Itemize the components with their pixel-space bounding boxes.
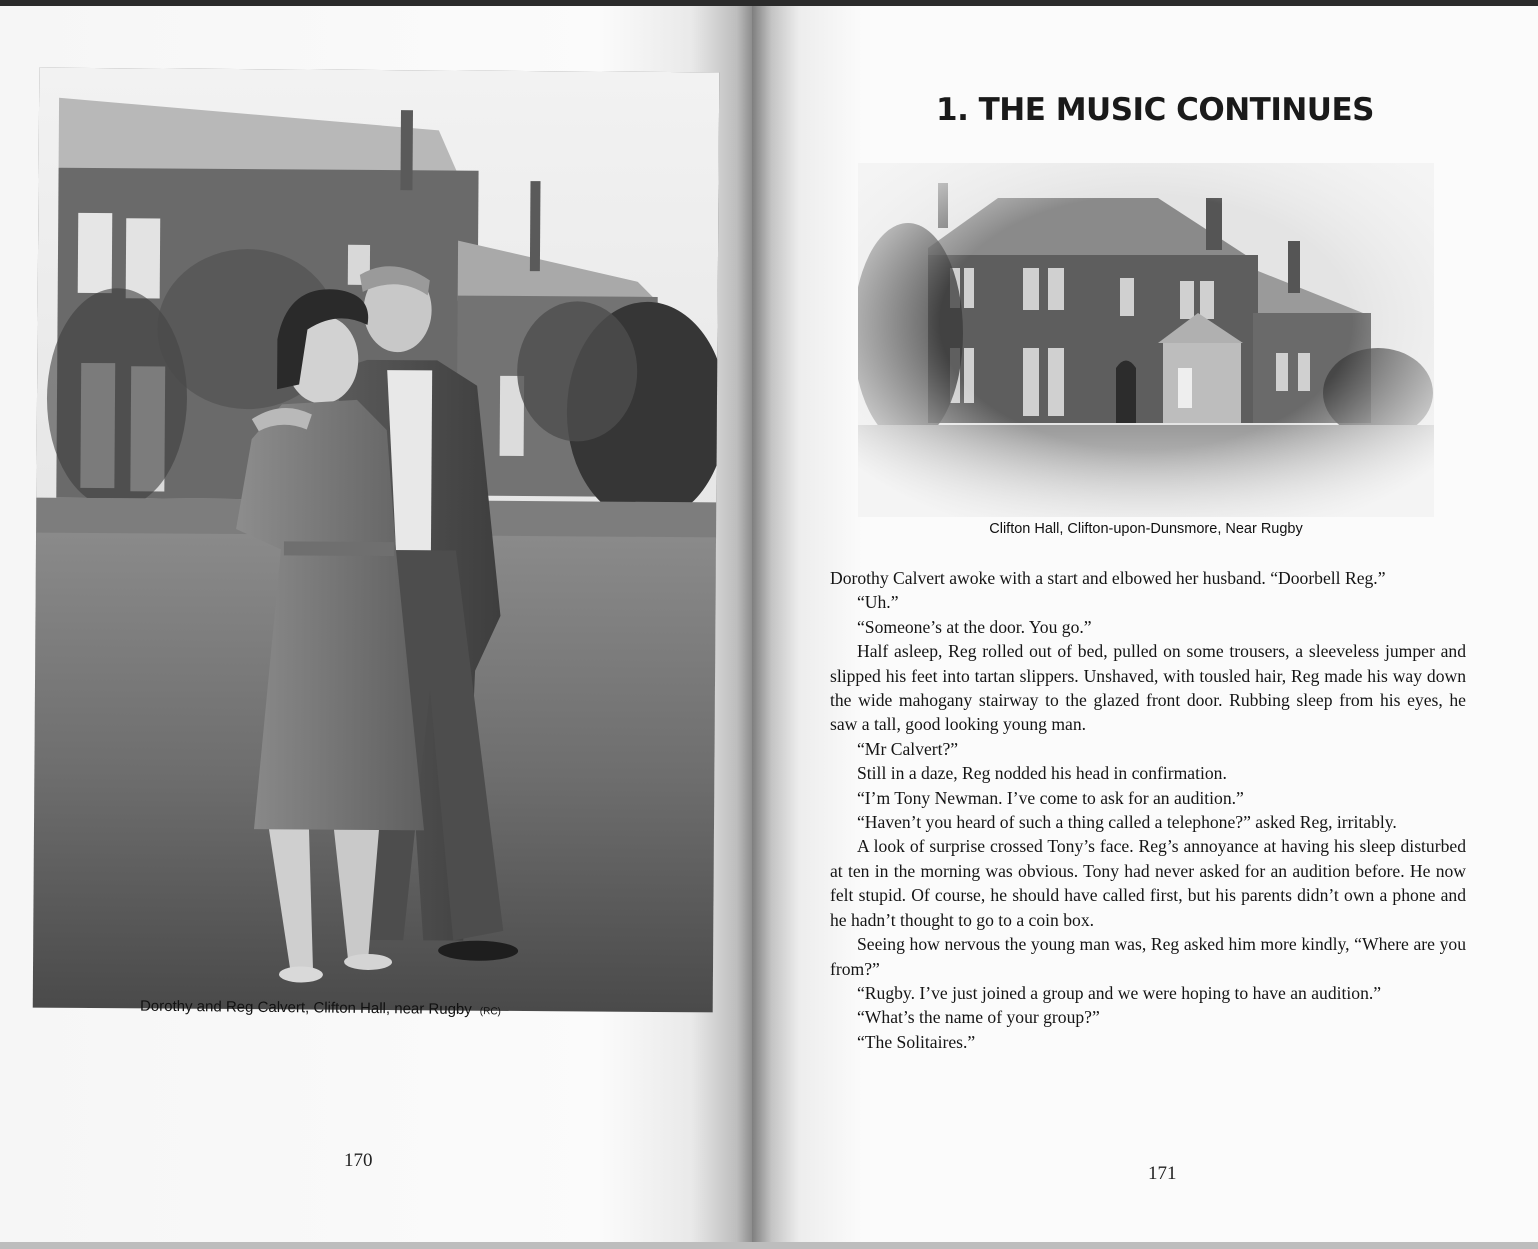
paragraph: Half asleep, Reg rolled out of bed, pulled on some trousers, a sleeveless jumper and slipped his feet into tartan slippers. Unshaved, with tousled hair, Reg made his way down the wide mahogany stairway to the glazed front door. Rubbing sleep from his eyes, he saw a tall, good looking young man. bbox=[830, 641, 1466, 735]
chapter-body bbox=[830, 566, 1466, 1054]
chapter-title: 1. THE MUSIC CONTINUES bbox=[936, 92, 1374, 128]
paragraph: “Haven’t you heard of such a thing called a telephone?” asked Reg, irritably. bbox=[857, 812, 1397, 833]
couple-photo bbox=[33, 68, 720, 1013]
paragraph: “Mr Calvert?” bbox=[857, 738, 959, 759]
photo-credit: (RC) bbox=[479, 1006, 501, 1018]
paragraph: “Rugby. I’ve just joined a group and we were hoping to have an audition.” bbox=[857, 982, 1382, 1003]
paragraph: “Someone’s at the door. You go.” bbox=[857, 616, 1092, 637]
paragraph: Seeing how nervous the young man was, Reg asked him more kindly, “Where are you from?” bbox=[830, 934, 1466, 979]
clifton-hall-illustration bbox=[858, 163, 1434, 517]
paragraph: Still in a daze, Reg nodded his head in confirmation. bbox=[857, 763, 1227, 784]
paragraph: “What’s the name of your group?” bbox=[857, 1007, 1100, 1028]
paragraph: “The Solitaires.” bbox=[857, 1031, 976, 1052]
paragraph: “Uh.” bbox=[857, 592, 899, 613]
page-number-left: 170 bbox=[344, 1150, 373, 1171]
paragraph: Dorothy Calvert awoke with a start and elbowed her husband. “Doorbell Reg.” bbox=[830, 568, 1386, 588]
paragraph: A look of surprise crossed Tony’s face. Reg’s annoyance at having his sleep disturbed at ten in the morning was obvious. Tony had never asked for an audition before. He now felt stupid. Of course, he should have called first, but his parents didn’t own a phone and he hadn’t thought to go to a coin box. bbox=[830, 836, 1466, 930]
clifton-hall-photo bbox=[858, 163, 1434, 517]
book-bottom-edge bbox=[0, 1242, 1538, 1249]
page-number-right: 171 bbox=[1148, 1163, 1177, 1184]
paragraph: “I’m Tony Newman. I’ve come to ask for an audition.” bbox=[857, 787, 1244, 808]
couple-photo-illustration bbox=[33, 68, 720, 1013]
clifton-hall-caption: Clifton Hall, Clifton-upon-Dunsmore, Near Rugby bbox=[989, 521, 1303, 537]
couple-photo-caption-text: Dorothy and Reg Calvert, Clifton Hall, near Rugby bbox=[139, 997, 472, 1019]
